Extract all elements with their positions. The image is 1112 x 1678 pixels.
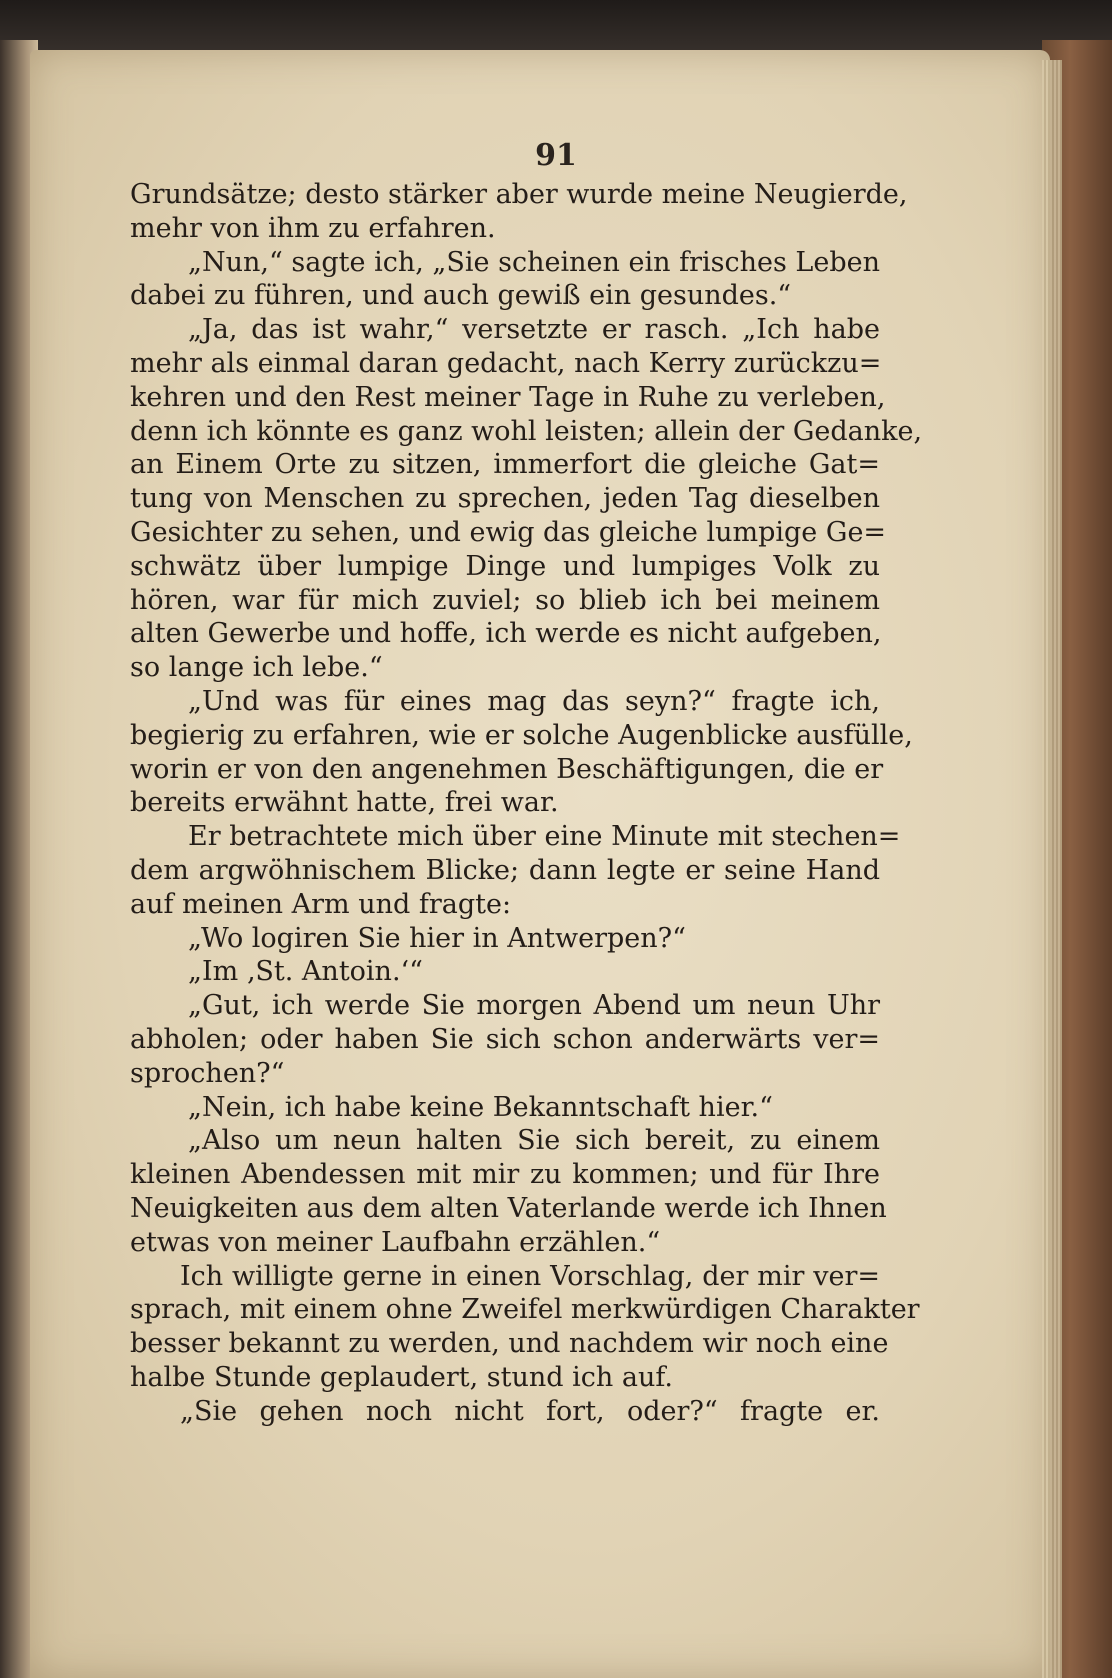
text-line: dem argwöhnischem Blicke; dann legte er seine Hand bbox=[130, 854, 880, 886]
text-line: tung von Menschen zu sprechen, jeden Tag dieselben bbox=[130, 483, 880, 515]
text-line: kehren und den Rest meiner Tage in Ruhe zu verleben, bbox=[130, 381, 886, 413]
text-line: Gesichter zu sehen, und ewig das gleiche lumpige Ge= bbox=[130, 516, 887, 548]
text-line: Ich willigte gerne in einen Vorschlag, der mir ver= bbox=[180, 1260, 880, 1292]
text-line: „Nun,“ sagte ich, „Sie scheinen ein frisches Leben bbox=[188, 246, 880, 278]
text-line: begierig zu erfahren, wie er solche Augenblicke ausfülle, bbox=[130, 719, 913, 751]
text-line: schwätz über lumpige Dinge und lumpiges Volk zu bbox=[130, 550, 880, 582]
text-line: „Im ‚St. Antoin.‘“ bbox=[188, 956, 423, 988]
text-line: „Also um neun halten Sie sich bereit, zu einem bbox=[188, 1125, 880, 1157]
text-line: auf meinen Arm und fragte: bbox=[130, 888, 512, 920]
text-line: mehr von ihm zu erfahren. bbox=[130, 212, 496, 244]
text-line: halbe Stunde geplaudert, stund ich auf. bbox=[130, 1361, 673, 1393]
text-line: „Und was für eines mag das seyn?“ fragte ich, bbox=[188, 685, 880, 717]
text-line: „Sie gehen noch nicht fort, oder?“ fragte er. bbox=[180, 1395, 880, 1427]
text-line: „Ja, das ist wahr,“ versetzte er rasch. „Ich habe bbox=[188, 314, 880, 346]
text-line: Grundsätze; desto stärker aber wurde meine Neugierde, bbox=[130, 179, 908, 210]
text-line: sprochen?“ bbox=[130, 1057, 285, 1089]
text-line: Neuigkeiten aus dem alten Vaterlande werde ich Ihnen bbox=[130, 1192, 887, 1224]
text-line: sprach, mit einem ohne Zweifel merkwürdigen Charakter bbox=[130, 1294, 920, 1326]
text-line: Er betrachtete mich über eine Minute mit stechen= bbox=[188, 821, 901, 853]
page-text bbox=[130, 178, 923, 1428]
text-line: etwas von meiner Laufbahn erzählen.“ bbox=[130, 1226, 661, 1258]
text-line: besser bekannt zu werden, und nachdem wir noch eine bbox=[130, 1328, 889, 1360]
text-line: „Gut, ich werde Sie morgen Abend um neun Uhr bbox=[188, 990, 880, 1022]
text-line: „Wo logiren Sie hier in Antwerpen?“ bbox=[188, 922, 686, 954]
page-edges bbox=[1042, 60, 1062, 1678]
text-line: hören, war für mich zuviel; so blieb ich bei meinem bbox=[130, 584, 880, 616]
text-line: an Einem Orte zu sitzen, immerfort die gleiche Gat= bbox=[130, 449, 880, 481]
text-line: so lange ich lebe.“ bbox=[130, 652, 383, 684]
text-line: mehr als einmal daran gedacht, nach Kerry zurückzu= bbox=[130, 347, 882, 379]
text-line: bereits erwähnt hatte, frei war. bbox=[130, 787, 559, 819]
text-line: „Nein, ich habe keine Bekanntschaft hier.“ bbox=[188, 1091, 773, 1123]
text-line: dabei zu führen, und auch gewiß ein gesundes.“ bbox=[130, 280, 792, 312]
text-line: abholen; oder haben Sie sich schon anderwärts ver= bbox=[130, 1023, 880, 1055]
text-line: worin er von den angenehmen Beschäftigungen, die er bbox=[130, 753, 884, 785]
text-line: denn ich könnte es ganz wohl leisten; allein der Gedanke, bbox=[130, 415, 923, 447]
text-line: kleinen Abendessen mit mir zu kommen; und für Ihre bbox=[130, 1159, 880, 1191]
page-number: 91 bbox=[535, 138, 577, 173]
text-line: alten Gewerbe und hoffe, ich werde es nicht aufgeben, bbox=[130, 618, 882, 650]
